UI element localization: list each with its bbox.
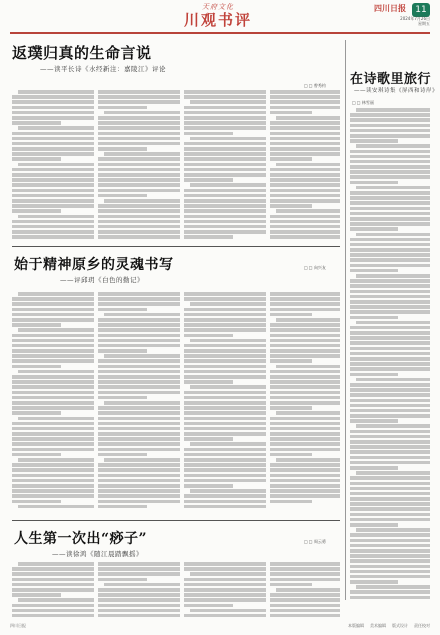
meta-line: 2024年7月26日: [400, 16, 430, 21]
column-divider: [345, 40, 346, 600]
article-4-col-3: [184, 562, 266, 620]
footer-item: 本版编辑: [348, 623, 364, 628]
article-1-col-3: [184, 90, 266, 240]
article-3-subhead: ——评邱玥《白色的勤记》: [60, 276, 144, 284]
article-2-byline: □ □ 林雪丽: [352, 100, 374, 106]
article-1-col-1: [12, 90, 94, 240]
footer-item: 版式设计: [392, 623, 408, 628]
article-1-headline: 返璞归真的生命言说: [12, 44, 152, 62]
article-3-col-3: [184, 292, 266, 514]
article-4-subhead: ——读徐鸿《随江晨踏飘摇》: [52, 550, 143, 558]
article-4-col-2: [98, 562, 180, 620]
footer-item: 美术编辑: [370, 623, 386, 628]
article-3-col-1: [12, 292, 94, 514]
article-4-headline: 人生第一次出“痧子”: [14, 531, 148, 547]
footer-item: 责任校对: [414, 623, 430, 628]
paper-meta: [400, 17, 430, 26]
page-footer: [10, 623, 430, 631]
article-1-subhead: ——读平长诗《水经新注：嘉陵江》评论: [40, 65, 166, 73]
header-rule: [10, 32, 430, 34]
article-1-col-2: [98, 90, 180, 240]
article-3-headline: 始于精神原乡的灵魂书写: [14, 257, 174, 273]
section-title: 川观书评: [183, 11, 252, 29]
section-supertitle: 天府文化: [202, 3, 234, 11]
article-1-col-4: [270, 90, 340, 240]
footer-right: [348, 623, 430, 629]
page-number-badge: 11: [412, 3, 430, 17]
article-1-byline: □ □ 曾秀钧: [304, 83, 326, 89]
footer-left: 四川日报: [10, 623, 26, 628]
article-4-col-4: [270, 562, 340, 620]
article-3-col-2: [98, 292, 180, 514]
article-4-col-1: [12, 562, 94, 620]
meta-line: 星期五: [418, 20, 430, 26]
article-divider: [12, 520, 340, 521]
article-divider: [12, 246, 340, 247]
newspaper-logo: 四川日报: [374, 3, 406, 13]
article-3-byline: □ □ 向兴友: [304, 265, 326, 271]
section-header: [148, 2, 288, 32]
article-2-headline: 在诗歌里旅行: [350, 72, 432, 87]
article-2-subhead: ——读安琪诗集《屏西和诗岸》: [354, 88, 439, 94]
article-3-col-4: [270, 292, 340, 514]
article-4-byline: □ □ 周云勇: [304, 539, 326, 545]
article-2-body: [350, 108, 430, 600]
